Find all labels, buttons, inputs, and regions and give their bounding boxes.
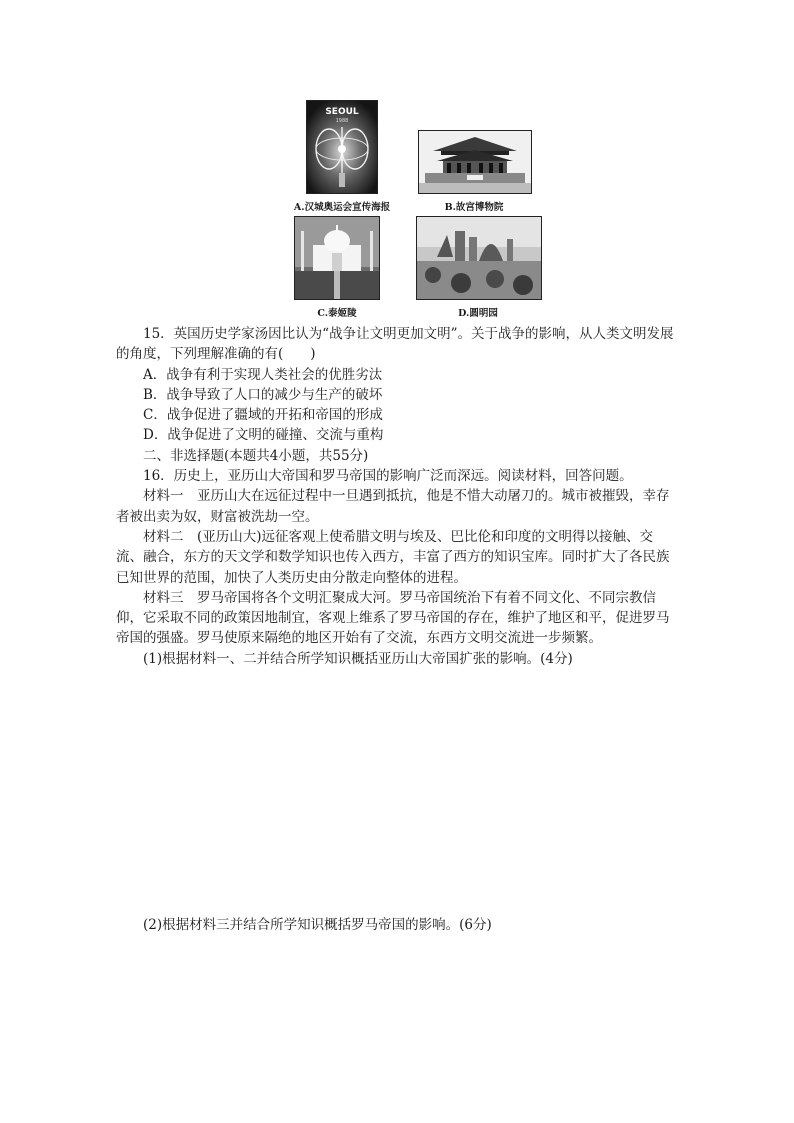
figure-a-caption: A.汉城奥运会宣传海报 [293,202,391,213]
q16-sub-question-1: (1)根据材料一、二并结合所学知识概括亚历山大帝国扩张的影响。(4分) [143,650,573,667]
figure-c-caption: C.泰姬陵 [317,308,357,319]
q15-option-b: B．战争导致了人口的减少与生产的破坏 [143,386,383,403]
q15-option-c: C．战争促进了疆域的开拓和帝国的形成 [143,407,383,424]
question-body [116,324,678,935]
figure-c [289,216,385,319]
q16-material-1: 材料一 亚历山大在远征过程中一旦遇到抵抗，他是不惜大动屠刀的。城市被摧毁，幸存者被出卖为奴，财富被洗劫一空。 [116,488,670,525]
palace-museum-image [418,130,532,194]
figure-a [286,100,398,213]
figure-d [416,216,540,319]
q15-option-a: A．战争有利于实现人类社会的优胜劣汰 [143,366,383,383]
poster-seoul-text: SEOUL [325,107,359,117]
section-2-heading: 二、非选择题(本题共4小题，共55分) [143,447,369,464]
yuanmingyuan-image [416,216,542,300]
q16-sub-question-2: (2)根据材料三并结合所学知识概括罗马帝国的影响。(6分) [143,917,492,934]
figure-d-caption: D.圆明园 [458,308,498,319]
q16-material-2: 材料二 (亚历山大)远征客观上使希腊文明与埃及、巴比伦和印度的文明得以接触、交流、融合，东方的天文学和数学知识也传入西方，丰富了西方的知识宝库。同时扩大了各民族已知世界的范围，加快了人类历史由分散走向整体的进程。 [116,528,670,586]
taj-mahal-image [294,216,380,300]
q15-option-d: D．战争促进了文明的碰撞、交流与重构 [143,427,384,444]
figure-b [418,100,530,213]
q16-material-3: 材料三 罗马帝国将各个文明汇聚成大河。罗马帝国统治下有着不同文化、不同宗教信仰，它采取不同的政策因地制宜，客观上维系了罗马帝国的存在，维护了地区和平，促进罗马帝国的强盛。罗马使原来隔绝的地区开始有了交流，东西方文明交流进一步频繁。 [116,589,670,647]
seoul-olympics-poster-image [306,100,378,194]
poster-year-text: 1988 [335,118,349,124]
figure-b-caption: B.故宫博物院 [444,202,504,213]
q15-stem: 15．英国历史学家汤因比认为“战争让文明更加文明”。关于战争的影响，从人类文明发展的角度，下列理解准确的有( ) [116,326,674,363]
answer-space-1 [116,669,678,915]
q16-stem: 16．历史上，亚历山大帝国和罗马帝国的影响广泛而深远。阅读材料，回答问题。 [143,468,633,485]
